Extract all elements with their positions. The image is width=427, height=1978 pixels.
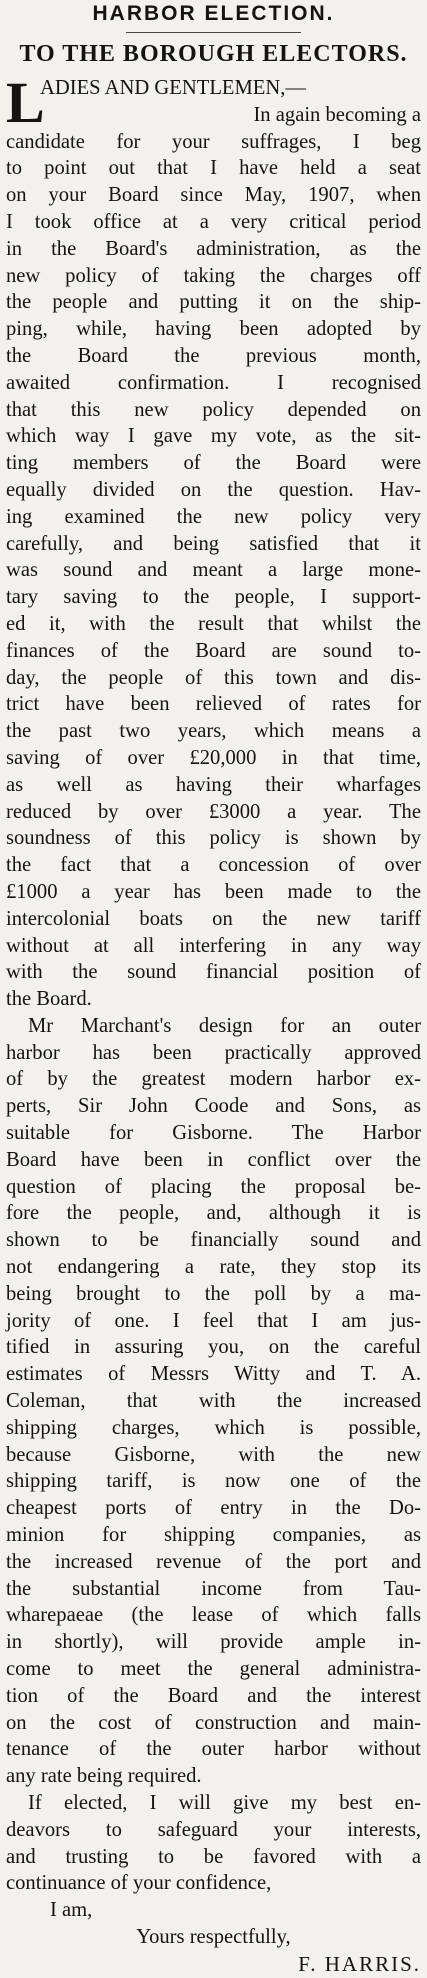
text-line: trict have been relieved of rates for: [6, 693, 421, 716]
text-line: £1000 a year has been made to the: [6, 880, 421, 903]
text-line: shipping tariff, is now one of the: [6, 1470, 421, 1493]
text-line: the past two years, which means a: [6, 720, 421, 743]
text-line: come to meet the general administra-: [6, 1658, 421, 1681]
text-line: ADIES AND GENTLEMEN,—: [40, 77, 306, 99]
text-line: If elected, I will give my best en-: [28, 1792, 421, 1814]
text-line: day, the people of this town and dis-: [6, 666, 421, 689]
text-line: tified in assuring you, on the careful: [6, 1336, 421, 1359]
text-line: soundness of this policy is shown by: [6, 827, 421, 850]
letter-body: [6, 70, 421, 1978]
text-line: the substantial income from Tau-: [6, 1577, 421, 1600]
text-line: shown to be financially sound and: [6, 1229, 421, 1252]
text-line: ting members of the Board were: [6, 452, 421, 475]
text-line: without at all interfering in any way: [6, 934, 421, 957]
text-line: Coleman, that with the increased: [6, 1390, 421, 1413]
text-line: with the sound financial position of: [6, 961, 421, 984]
salutation-block: [6, 70, 421, 135]
text-line: new policy of taking the charges off: [6, 264, 421, 287]
text-line: Yours respectfully,: [136, 1925, 291, 1948]
text-line: Mr Marchant's design for an outer: [28, 1014, 421, 1037]
text-line: tary saving to the people, I support-: [6, 586, 421, 609]
text-line: being brought to the poll by a ma-: [6, 1282, 421, 1305]
text-line: that this new policy depended on: [6, 398, 421, 421]
text-line: deavors to safeguard your interests,: [6, 1818, 421, 1841]
text-line: awaited confirmation. I recognised: [6, 371, 421, 394]
text-line: I am,: [50, 1899, 93, 1922]
drop-cap: L: [6, 70, 45, 135]
text-line: intercolonial boats on the new tariff: [6, 907, 421, 930]
text-line: because Gisborne, with the new: [6, 1443, 421, 1466]
divider-rule: [126, 32, 301, 33]
text-line: suitable for Gisborne. The Harbor: [6, 1122, 421, 1145]
text-line: harbor has been practically approved: [6, 1041, 421, 1064]
text-line: ed it, with the result that whilst the: [6, 612, 421, 635]
text-line: tenance of the outer harbor without: [6, 1738, 421, 1761]
text-line: shipping charges, which is possible,: [6, 1416, 421, 1439]
text-line: wharepaeae (the lease of which falls: [6, 1604, 421, 1627]
text-line: estimates of Messrs Witty and T. A.: [6, 1363, 421, 1386]
text-line: and trusting to be favored with a: [6, 1845, 421, 1868]
text-line: the increased revenue of the port and: [6, 1550, 421, 1573]
text-line: the Board.: [6, 988, 92, 1011]
text-line: in shortly), will provide ample in-: [6, 1631, 421, 1654]
text-line: as well as having their wharfages: [6, 773, 421, 796]
text-line: jority of one. I feel that I am jus-: [6, 1309, 421, 1332]
text-line: ping, while, having been adopted by: [6, 318, 421, 341]
text-line: on your Board since May, 1907, when: [6, 184, 421, 207]
text-line: carefully, and being satisfied that it: [6, 532, 421, 555]
text-line: continuance of your confidence,: [6, 1872, 272, 1895]
text-line: fore the people, and, although it is: [6, 1202, 421, 1225]
text-line: not endangering a rate, they stop its: [6, 1256, 421, 1279]
text-line: equally divided on the question. Hav-: [6, 478, 421, 501]
text-line: of by the greatest modern harbor ex-: [6, 1068, 421, 1091]
text-line: question of placing the proposal be-: [6, 1175, 421, 1198]
text-line: the fact that a concession of over: [6, 854, 421, 877]
headline: HARBOR ELECTION.: [92, 2, 335, 25]
text-line: minion for shipping companies, as: [6, 1524, 421, 1547]
text-line: the Board the previous month,: [6, 344, 421, 367]
text-line: saving of over £20,000 in that time,: [6, 746, 421, 769]
text-line: candidate for your suffrages, I beg: [6, 130, 421, 153]
text-line: cheapest ports of entry in the Do-: [6, 1497, 421, 1520]
text-line: perts, Sir John Coode and Sons, as: [6, 1095, 421, 1118]
text-line: I took office at a very critical period: [6, 210, 421, 233]
text-line: reduced by over £3000 a year. The: [6, 800, 421, 823]
text-line: any rate being required.: [6, 1765, 202, 1788]
text-line: to point out that I have held a seat: [6, 157, 421, 180]
text-line: tion of the Board and the interest: [6, 1684, 421, 1707]
text-line: In again becoming a: [253, 103, 421, 126]
subhead: TO THE BOROUGH ELECTORS.: [19, 41, 408, 67]
text-line: in the Board's administration, as the: [6, 237, 421, 260]
text-line: on the cost of construction and main-: [6, 1711, 421, 1734]
text-line: which way I gave my vote, as the sit-: [6, 425, 421, 448]
signature: F. HARRIS.: [298, 1951, 421, 1976]
text-line: was sound and meant a large mone-: [6, 559, 421, 582]
text-line: Board have been in conflict over the: [6, 1148, 421, 1171]
text-line: the people and putting it on the ship-: [6, 291, 421, 314]
text-line: finances of the Board are sound to-: [6, 639, 421, 662]
text-line: ing examined the new policy very: [6, 505, 421, 528]
